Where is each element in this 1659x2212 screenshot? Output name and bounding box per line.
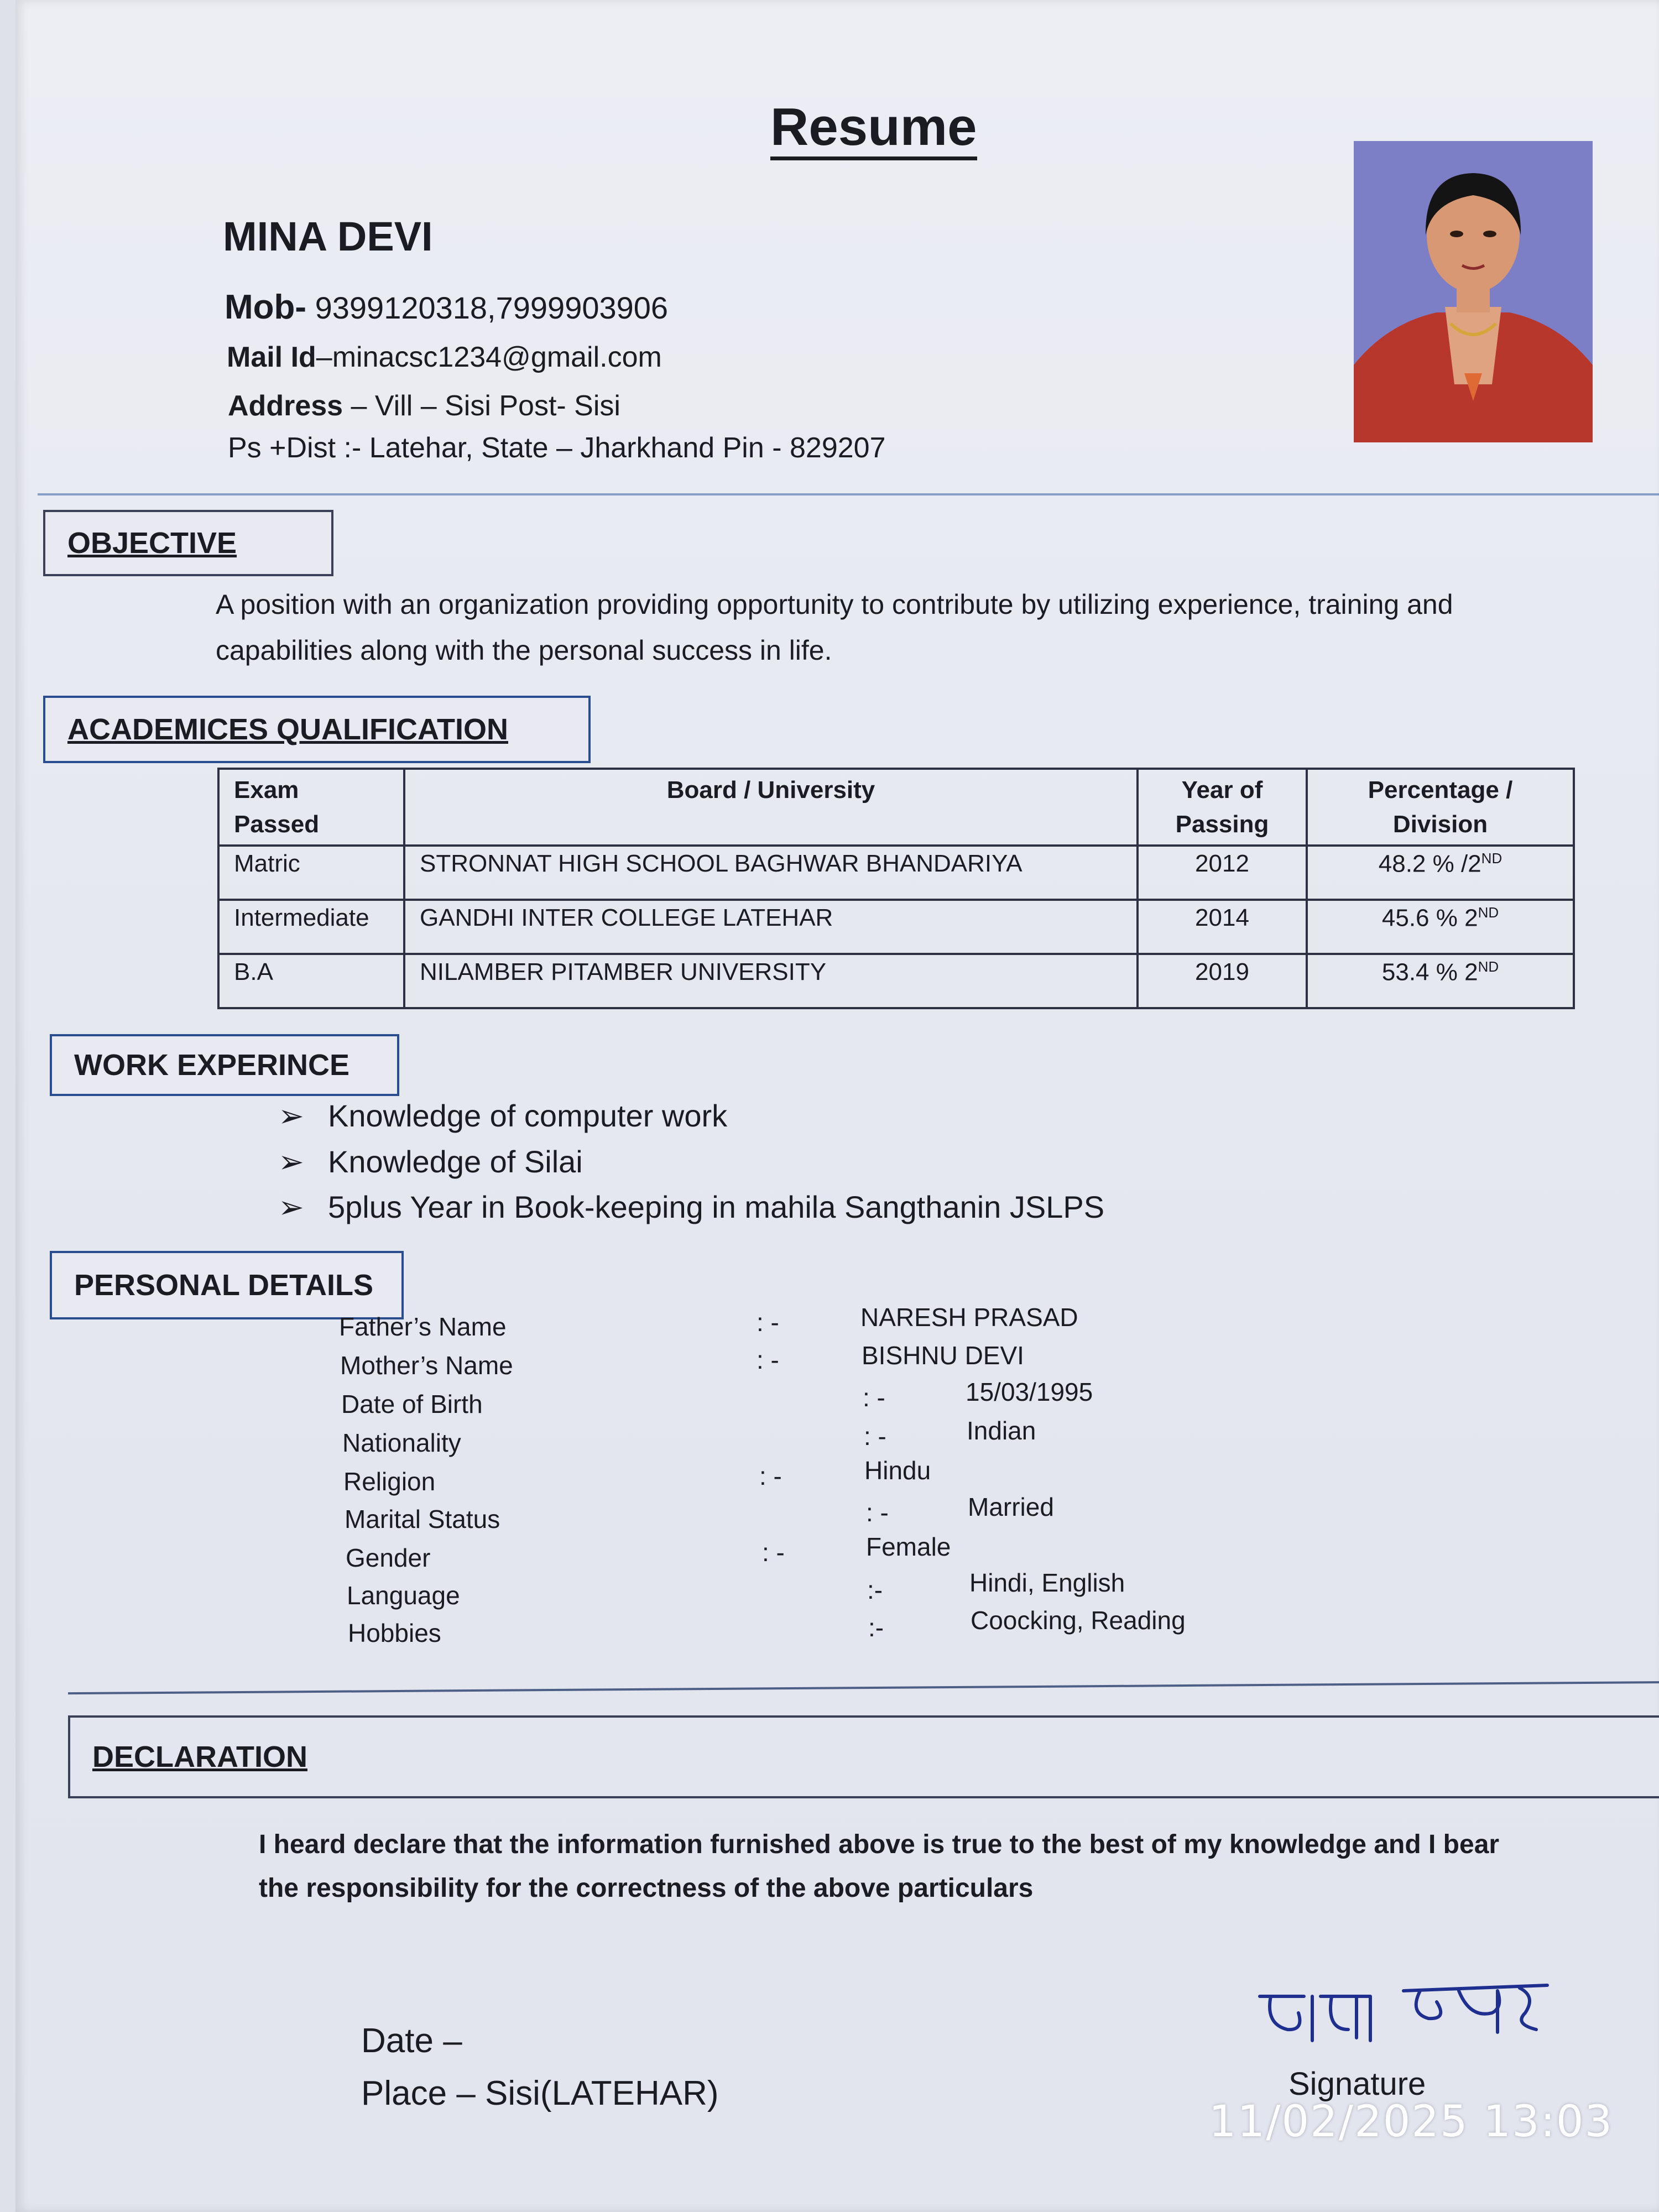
personal-label: Marital Status — [345, 1505, 500, 1533]
mobile-line — [225, 288, 668, 327]
handwritten-signature — [1238, 1969, 1580, 2057]
work-item-text: 5plus Year in Book-keeping in mahila Sangthanin JSLPS — [328, 1190, 1105, 1224]
profile-photo — [1354, 141, 1593, 442]
personal-label: Date of Birth — [341, 1390, 483, 1418]
mobile-value: 9399120318,7999903906 — [315, 290, 669, 325]
place-label: Place – Sisi(LATEHAR) — [361, 2074, 719, 2112]
signature-label: Signature — [1288, 2066, 1426, 2102]
personal-value: Hindu — [864, 1456, 931, 1485]
page-title: Resume — [770, 100, 977, 160]
column-header: Board / University — [404, 769, 1138, 846]
year-cell: 2014 — [1138, 900, 1307, 954]
exam-cell: Matric — [218, 846, 404, 900]
division-suffix: ND — [1478, 958, 1499, 975]
division-suffix: ND — [1481, 850, 1503, 867]
date-label: Date – — [361, 2022, 462, 2060]
mobile-label: Mob- — [225, 288, 307, 326]
percentage-cell — [1307, 900, 1574, 954]
academics-heading: ACADEMICES QUALIFICATION — [43, 696, 591, 763]
personal-separator: : - — [762, 1538, 785, 1567]
personal-value: Married — [968, 1493, 1054, 1521]
board-cell: GANDHI INTER COLLEGE LATEHAR — [404, 900, 1138, 954]
personal-label: Mother’s Name — [340, 1351, 513, 1380]
academics-table — [217, 768, 1575, 1009]
portrait-image — [1354, 141, 1593, 442]
work-item — [278, 1098, 727, 1134]
personal-value: Coocking, Reading — [971, 1606, 1186, 1635]
work-item — [278, 1189, 1104, 1225]
personal-label: Gender — [346, 1543, 431, 1572]
personal-separator: :- — [868, 1613, 884, 1642]
personal-label: Nationality — [342, 1428, 461, 1457]
arrow-bullet-icon: ➢ — [278, 1098, 304, 1133]
personal-separator: : - — [757, 1308, 779, 1337]
work-item-text: Knowledge of Silai — [328, 1144, 583, 1179]
year-cell: 2019 — [1138, 954, 1307, 1008]
percentage-value: 48.2 % /2 — [1378, 850, 1481, 878]
exam-cell: B.A — [218, 954, 404, 1008]
year-cell: 2012 — [1138, 846, 1307, 900]
work-item-text: Knowledge of computer work — [328, 1098, 728, 1133]
resume-page — [15, 0, 1659, 2212]
personal-separator: :- — [867, 1575, 883, 1604]
objective-text: A position with an organization providing opportunity to contribute by utilizing experience, training and capabilities along with the personal success in life. — [216, 589, 1453, 666]
arrow-bullet-icon: ➢ — [278, 1144, 304, 1179]
objective-heading: OBJECTIVE — [43, 510, 333, 576]
personal-label: Language — [347, 1581, 460, 1610]
work-experience-heading: WORK EXPERINCE — [50, 1034, 399, 1096]
personal-value: Hindi, English — [969, 1568, 1125, 1597]
division-suffix: ND — [1478, 904, 1499, 921]
personal-label: Father’s Name — [339, 1312, 507, 1341]
arrow-bullet-icon: ➢ — [278, 1190, 304, 1224]
declaration-divider — [68, 1681, 1659, 1694]
address-value: – Vill – Sisi Post- Sisi — [351, 390, 620, 422]
board-cell: NILAMBER PITAMBER UNIVERSITY — [404, 954, 1138, 1008]
photo-timestamp: 11/02/2025 13:03 — [1209, 2097, 1614, 2147]
percentage-cell — [1307, 846, 1574, 900]
mail-label: Mail Id — [227, 341, 316, 373]
address-line — [228, 389, 620, 422]
work-item — [278, 1144, 583, 1180]
column-header: Exam Passed — [218, 769, 404, 846]
personal-separator: : - — [759, 1462, 782, 1490]
personal-value: BISHNU DEVI — [862, 1341, 1024, 1370]
personal-value: NARESH PRASAD — [860, 1303, 1078, 1332]
personal-label: Hobbies — [348, 1619, 441, 1647]
percentage-cell — [1307, 954, 1574, 1008]
personal-value: 15/03/1995 — [966, 1378, 1093, 1406]
applicant-name: MINA DEVI — [223, 213, 433, 259]
address-line-2: Ps +Dist :- Latehar, State – Jharkhand Pin - 829207 — [228, 432, 886, 464]
personal-separator: : - — [864, 1422, 886, 1451]
column-header: Year of Passing — [1138, 769, 1307, 846]
personal-value: Indian — [967, 1416, 1036, 1445]
personal-separator: : - — [863, 1383, 885, 1412]
table-row — [218, 954, 1574, 1008]
mail-value: –minacsc1234@gmail.com — [316, 341, 662, 373]
table-header-row — [218, 769, 1574, 846]
personal-value: Female — [866, 1532, 951, 1561]
column-header: Percentage / Division — [1307, 769, 1574, 846]
personal-separator: : - — [757, 1345, 779, 1374]
mail-line — [227, 341, 662, 374]
address-label: Address — [228, 390, 343, 422]
personal-separator: : - — [866, 1498, 889, 1527]
personal-details-heading: PERSONAL DETAILS — [50, 1251, 404, 1319]
percentage-value: 45.6 % 2 — [1381, 904, 1478, 932]
personal-label: Religion — [343, 1467, 436, 1496]
board-cell: STRONNAT HIGH SCHOOL BAGHWAR BHANDARIYA — [404, 846, 1138, 900]
declaration-text: I heard declare that the information furnished above is true to the best of my knowledge and I bear the responsibility for the correctness of the above particulars — [259, 1830, 1500, 1903]
table-row — [218, 900, 1574, 954]
header-divider — [38, 493, 1659, 495]
declaration-heading: DECLARATION — [68, 1715, 1659, 1798]
percentage-value: 53.4 % 2 — [1381, 958, 1478, 986]
table-row — [218, 846, 1574, 900]
exam-cell: Intermediate — [218, 900, 404, 954]
